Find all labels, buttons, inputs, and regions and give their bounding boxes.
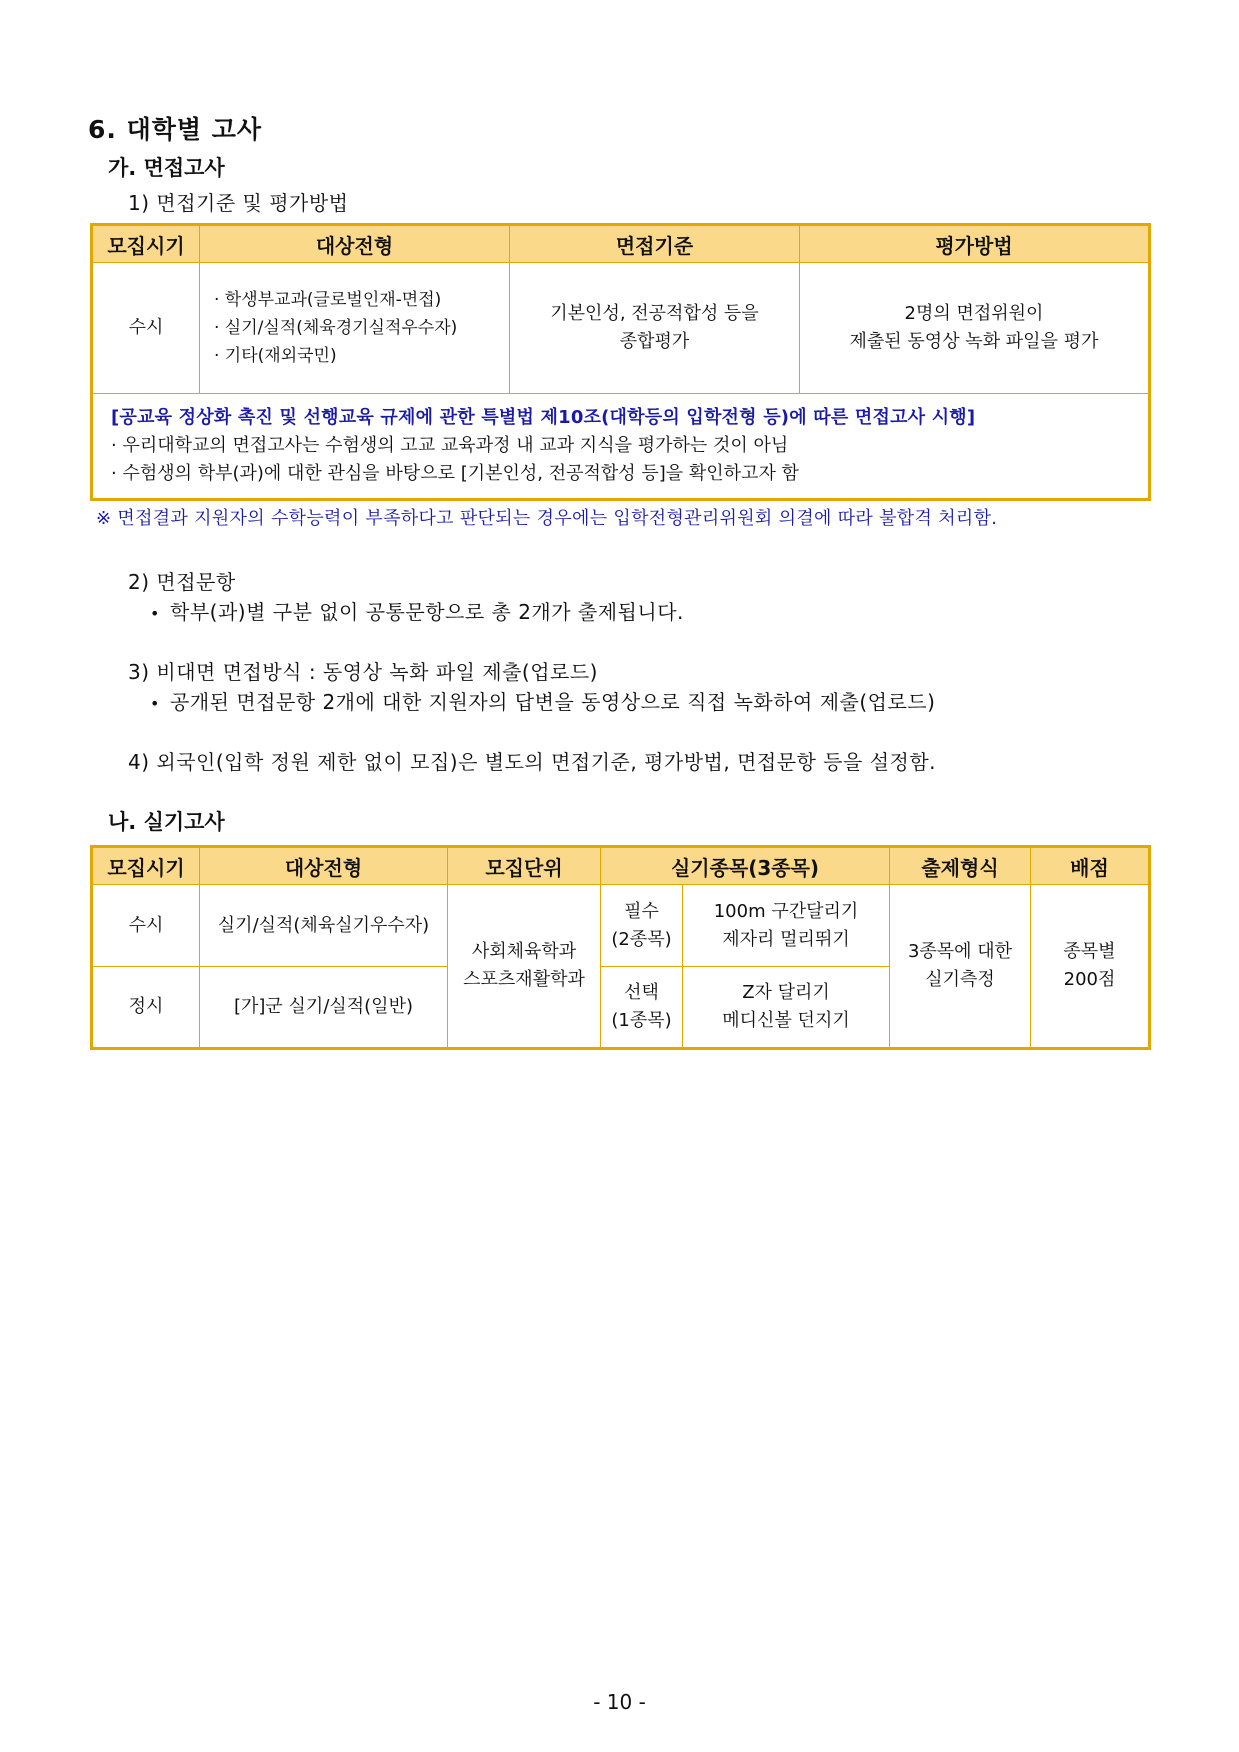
interview-remark: ※ 면접결과 지원자의 수학능력이 부족하다고 판단되는 경우에는 입학전형관리위원회 의결에 따라 불합격 처리함. [96, 508, 998, 529]
practical-table [90, 845, 1151, 1050]
header-unit: 모집단위 [448, 847, 601, 885]
event-item: Z자 달리기 [742, 982, 830, 1003]
law-note-title: [공교육 정상화 촉진 및 선행교육 규제에 관한 특별법 제10조(대학등의 입학전형 등)에 따른 면접고사 시행] [111, 407, 976, 428]
type-item: · 학생부교과(글로벌인재-면접) [214, 290, 442, 310]
type-item: · 실기/실적(체육경기실적우수자) [214, 318, 458, 338]
criteria-line: 종합평가 [619, 331, 690, 352]
criteria-cell [510, 263, 800, 394]
event-item: 메디신볼 던지기 [722, 1010, 850, 1031]
required-label-cell [601, 885, 683, 967]
required-label: 필수 [624, 900, 659, 922]
optional-count: (1종목) [611, 1010, 672, 1031]
period-cell: 정시 [92, 967, 200, 1049]
header-type: 대상전형 [200, 847, 448, 885]
header-events: 실기종목(3종목) [601, 847, 890, 885]
law-note-line: · 우리대학교의 면접고사는 수험생의 고교 교육과정 내 교과 지식을 평가하는 것이 아님 [111, 435, 789, 456]
event-item: 100m 구간달리기 [713, 900, 859, 922]
sub2-bullet-text: 학부(과)별 구분 없이 공통문항으로 총 2개가 출제됩니다. [170, 600, 684, 624]
type-item: · 기타(재외국민) [214, 346, 337, 366]
sub3-bullet-text: 공개된 면접문항 2개에 대한 지원자의 답변을 동영상으로 직접 녹화하여 제출(업로드) [170, 690, 936, 714]
criteria-line: 기본인성, 전공적합성 등을 [550, 303, 759, 324]
method-cell [800, 263, 1150, 394]
period-cell: 수시 [92, 885, 200, 967]
score-line: 종목별 [1063, 941, 1116, 962]
optional-label: 선택 [624, 982, 659, 1003]
interview-heading: 가. 면접고사 [108, 156, 225, 180]
interview-sub2: 2) 면접문항 [128, 570, 236, 594]
optional-label-cell [601, 967, 683, 1049]
interview-sub3: 3) 비대면 면접방식 : 동영상 녹화 파일 제출(업로드) [128, 660, 598, 684]
law-note [92, 394, 1150, 500]
header-method: 평가방법 [800, 225, 1150, 263]
period-cell: 수시 [92, 263, 200, 394]
practical-heading: 나. 실기고사 [108, 810, 225, 834]
header-score: 배점 [1031, 847, 1150, 885]
page-number: - 10 - [593, 1690, 646, 1714]
sub3-bullet: • 공개된 면접문항 2개에 대한 지원자의 답변을 동영상으로 직접 녹화하여 제출(업로드) [150, 690, 936, 714]
section-title: 6. 대학별 고사 [88, 115, 263, 144]
format-line: 3종목에 대한 [907, 941, 1013, 962]
header-criteria: 면접기준 [510, 225, 800, 263]
interview-sub1: 1) 면접기준 및 평가방법 [128, 191, 349, 215]
score-line: 200점 [1063, 969, 1116, 990]
unit-line: 사회체육학과 [471, 941, 577, 962]
unit-line: 스포츠재활학과 [463, 969, 585, 990]
event-item: 제자리 멀리뛰기 [722, 928, 850, 950]
type-cell: [가]군 실기/실적(일반) [200, 967, 448, 1049]
optional-events-cell [683, 967, 890, 1049]
interview-table [90, 223, 1151, 501]
header-format: 출제형식 [890, 847, 1031, 885]
sub2-bullet: • 학부(과)별 구분 없이 공통문항으로 총 2개가 출제됩니다. [150, 600, 684, 624]
required-count: (2종목) [611, 928, 672, 950]
score-cell [1031, 885, 1150, 1049]
method-line: 제출된 동영상 녹화 파일을 평가 [849, 331, 1099, 352]
method-line: 2명의 면접위원이 [904, 303, 1044, 324]
required-events-cell [683, 885, 890, 967]
law-note-line: · 수험생의 학부(과)에 대한 관심을 바탕으로 [기본인성, 전공적합성 등]을 확인하고자 함 [111, 463, 799, 484]
type-cell: 실기/실적(체육실기우수자) [200, 885, 448, 967]
type-cell [200, 263, 510, 394]
header-period: 모집시기 [92, 225, 200, 263]
format-cell [890, 885, 1031, 1049]
interview-sub4: 4) 외국인(입학 정원 제한 없이 모집)은 별도의 면접기준, 평가방법, 면접문항 등을 설정함. [128, 750, 937, 774]
format-line: 실기측정 [925, 969, 995, 990]
header-type: 대상전형 [200, 225, 510, 263]
unit-cell [448, 885, 601, 1049]
header-period: 모집시기 [92, 847, 200, 885]
